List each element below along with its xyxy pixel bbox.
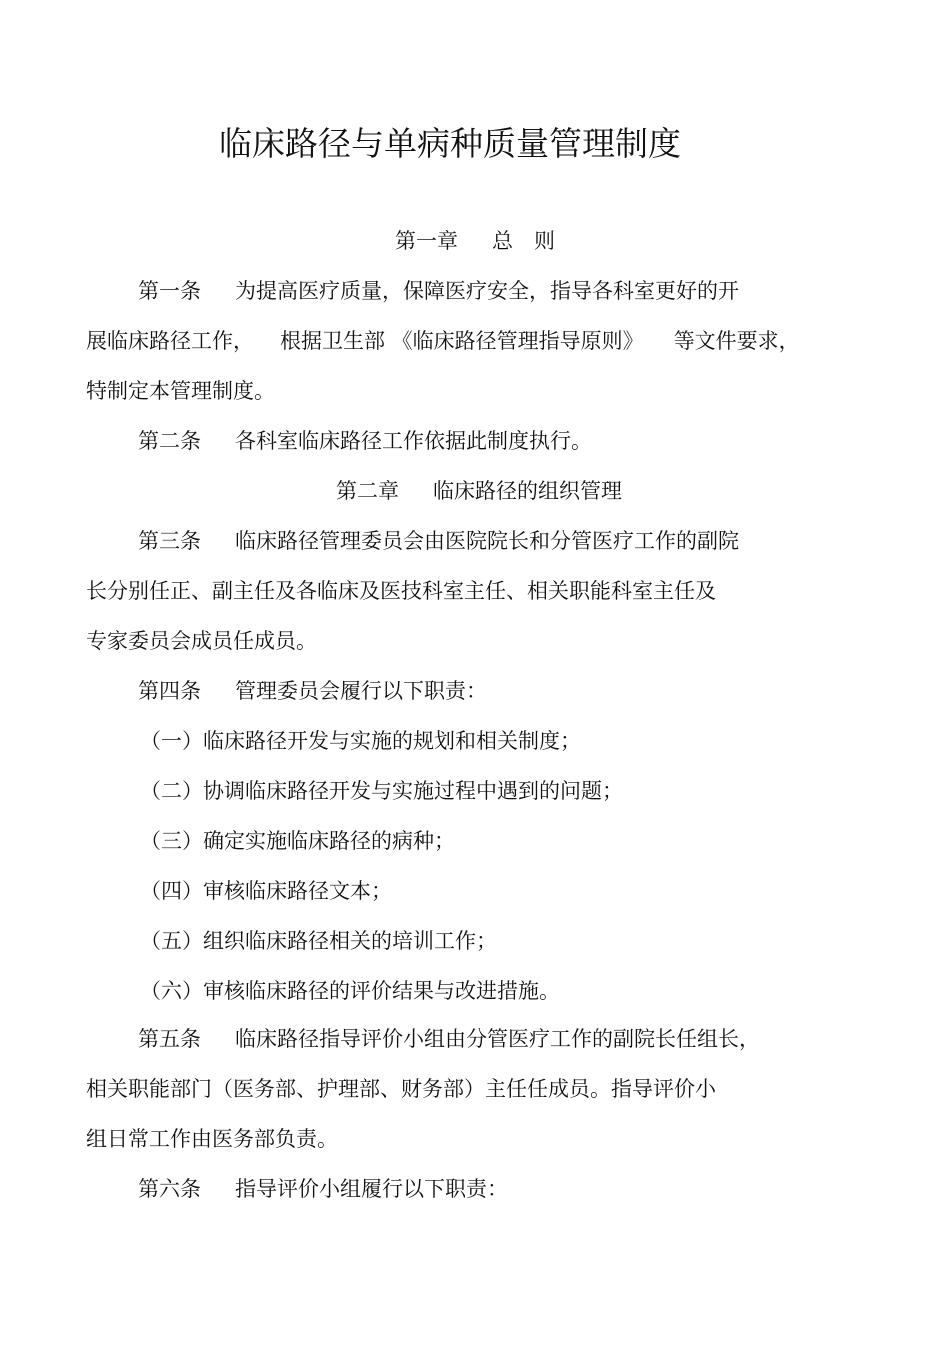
article-label: 第四条 [138,679,201,703]
chapter-name: 临床路径的组织管理 [433,479,622,503]
article-text: 管理委员会履行以下职责： [235,679,487,703]
article-1-line-1 [138,276,739,306]
article-text: 根据卫生部 《临床路径管理指导原则》 [280,329,644,353]
article-text: 临床路径指导评价小组由分管医疗工作的副院长任组长， [235,1027,760,1051]
article-text: 临床路径管理委员会由医院院长和分管医疗工作的副院 [235,529,739,553]
article-label: 第二条 [138,429,201,453]
article-text: 指导评价小组履行以下职责： [235,1177,508,1201]
duty-item: （五）组织临床路径相关的培训工作； [140,929,497,953]
article-5-line-3: 组日常工作由医务部负责。 [86,1127,338,1151]
article-5-line-1 [138,1024,760,1054]
article-text: 展临床路径工作， [86,329,254,353]
chapter-name: 总 则 [492,229,555,253]
article-1-line-3: 特制定本管理制度。 [86,379,275,403]
article-3-line-2: 长分别任正、副主任及各临床及医技科室主任、相关职能科室主任及 [86,579,716,603]
article-3-line-1 [138,526,739,556]
chapter-label: 第一章 [395,229,458,253]
duty-item: （一）临床路径开发与实施的规划和相关制度； [140,729,581,753]
article-text: 各科室临床路径工作依据此制度执行。 [235,429,592,453]
chapter-heading-2 [336,476,622,506]
article-label: 第一条 [138,279,201,303]
article-3-line-3: 专家委员会成员任成员。 [86,629,317,653]
duty-item: （三）确定实施临床路径的病种； [140,829,455,853]
duty-item: （二）协调临床路径开发与实施过程中遇到的问题； [140,779,623,803]
article-5-line-2: 相关职能部门（医务部、护理部、财务部）主任任成员。指导评价小 [86,1077,716,1101]
article-label: 第三条 [138,529,201,553]
document-title: 临床路径与单病种质量管理制度 [219,124,681,163]
duty-item: （四）审核临床路径文本； [140,879,392,903]
article-4 [138,676,487,706]
article-label: 第五条 [138,1027,201,1051]
chapter-label: 第二章 [336,479,399,503]
article-2 [138,426,592,456]
article-text: 为提高医疗质量，保障医疗安全，指导各科室更好的开 [235,279,739,303]
article-label: 第六条 [138,1177,201,1201]
article-1-line-2 [86,326,800,356]
article-text: 等文件要求， [673,329,800,353]
article-6 [138,1174,508,1204]
duty-item: （六）审核临床路径的评价结果与改进措施。 [140,979,560,1003]
chapter-heading-1 [0,226,950,256]
